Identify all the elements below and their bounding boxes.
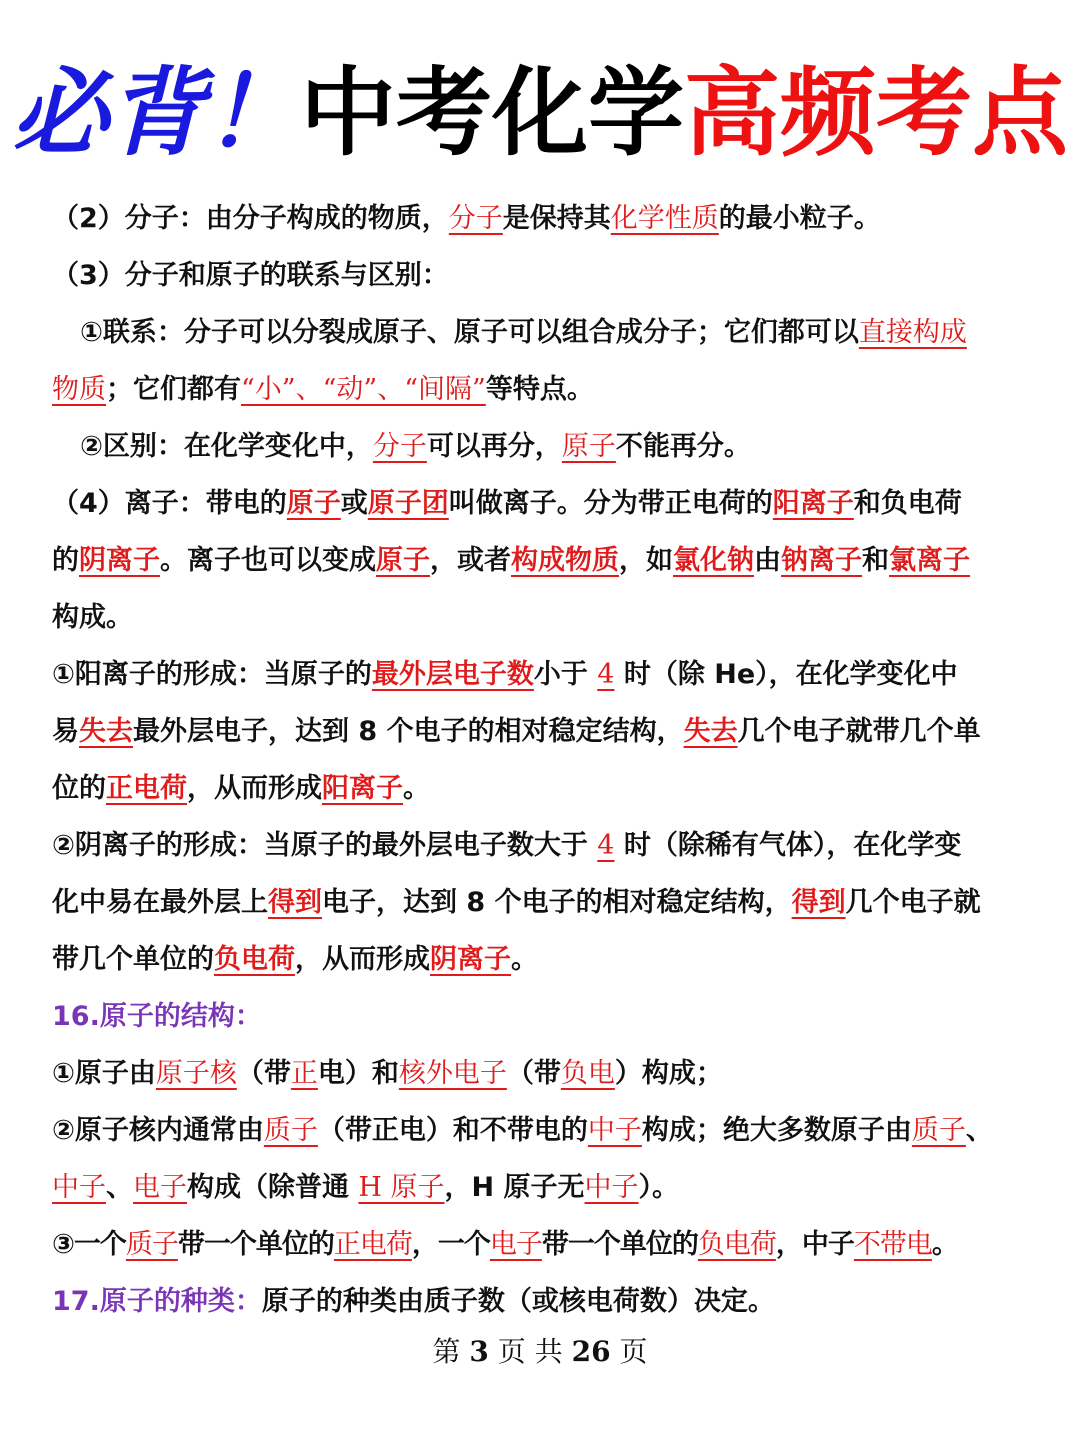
answer: 核外电子 [398, 1058, 507, 1089]
answer: 失去 [683, 716, 738, 747]
answer: 直接构成 [858, 317, 967, 348]
answer: 原子核 [155, 1058, 237, 1089]
line-atom-structure-1: ①原子由原子核（带正电）和核外电子（带负电）构成； [52, 1058, 723, 1089]
answer: 物质 [52, 374, 106, 405]
line-atom-structure-3: ③一个质子带一个单位的正电荷，一个电子带一个单位的负电荷，中子不带电。 [52, 1229, 958, 1260]
answer: 电子 [133, 1172, 187, 1203]
answer: 氯离子 [889, 545, 970, 576]
answer: 电子 [489, 1229, 542, 1260]
line-connection: ①联系：分子可以分裂成原子、原子可以组合成分子；它们都可以直接构成 [80, 317, 967, 348]
page-footer: 第 3 页 共 26 页 [432, 1335, 648, 1368]
answer: 中子 [584, 1172, 639, 1203]
line-anion-formation-2: 化中易在最外层上得到电子，达到 8 个电子的相对稳定结构，得到几个电子就 [52, 887, 981, 918]
answer: 4 [597, 830, 615, 861]
line-ion-def: （4）离子：带电的原子或原子团叫做离子。分为带正电荷的阳离子和负电荷 [52, 488, 962, 519]
page-number: 3 [469, 1335, 489, 1368]
answer: 化学性质 [610, 203, 719, 234]
answer: 原子 [561, 431, 616, 462]
answer: 阴离子 [79, 545, 160, 576]
line-atom-structure-2-cont: 中子、电子构成（除普通 H 原子，H 原子无中子）。 [52, 1172, 680, 1203]
answer: 质子 [911, 1115, 966, 1146]
section-16-heading: 16.原子的结构： [52, 1001, 262, 1032]
answer: 阳离子 [772, 488, 854, 519]
line-atom-kinds: 17.原子的种类：原子的种类由质子数（或核电荷数）决定。 [52, 1286, 775, 1317]
section-17-heading: 17.原子的种类： [52, 1286, 262, 1317]
total-pages: 26 [571, 1335, 611, 1368]
answer: 不带电 [853, 1229, 932, 1260]
answer: 质子 [263, 1115, 318, 1146]
line-cation-formation: ①阳离子的形成：当原子的最外层电子数小于 4 时（除 He），在化学变化中 [52, 659, 958, 690]
answer: 分子 [372, 431, 427, 462]
line-cation-formation-2: 易失去最外层电子，达到 8 个电子的相对稳定结构，失去几个电子就带几个单 [52, 716, 981, 747]
title-must-memorize: 必背！ [12, 57, 300, 169]
answer: H 原子 [358, 1172, 445, 1203]
line-difference: ②区别：在化学变化中，分子可以再分，原子不能再分。 [80, 431, 751, 462]
answer: 原子 [286, 488, 341, 519]
answer: 正电荷 [106, 773, 187, 804]
line-anion-formation: ②阴离子的形成：当原子的最外层电子数大于 4 时（除稀有气体），在化学变 [52, 830, 962, 861]
line-relation-heading: （3）分子和原子的联系与区别： [52, 260, 449, 291]
answer: 得到 [268, 887, 322, 918]
answer: 分子 [448, 203, 503, 234]
answer: 最外层电子数 [371, 659, 534, 690]
line-connection-cont: 物质；它们都有“小”、“动”、“间隔”等特点。 [52, 374, 594, 405]
answer: 负电 [560, 1058, 615, 1089]
answer: 构成物质 [511, 545, 619, 576]
answer: 质子 [125, 1229, 178, 1260]
answer: 中子 [587, 1115, 642, 1146]
line-ion-def-cont: 的阴离子。离子也可以变成原子，或者构成物质，如氯化钠由钠离子和氯离子 [52, 545, 970, 576]
answer: 得到 [791, 887, 846, 918]
line-atom-structure-2: ②原子核内通常由质子（带正电）和不带电的中子构成；绝大多数原子由质子、 [52, 1115, 993, 1146]
answer: 氯化钠 [673, 545, 754, 576]
title-subject: 中考化学 [300, 57, 684, 169]
line-molecule-def: （2）分子：由分子构成的物质，分子是保持其化学性质的最小粒子。 [52, 203, 881, 234]
answer: 4 [597, 659, 615, 690]
title-high-frequency: 高频考点 [684, 57, 1068, 169]
line-ion-def-end: 构成。 [52, 602, 133, 633]
answer: 原子团 [367, 488, 449, 519]
answer: 中子 [52, 1172, 106, 1203]
answer: 正 [290, 1058, 318, 1089]
answer: 负电荷 [214, 944, 295, 975]
answer: 钠离子 [781, 545, 862, 576]
page-title [0, 48, 1080, 178]
answer: 阳离子 [322, 773, 403, 804]
line-anion-formation-3: 带几个单位的负电荷，从而形成阴离子。 [52, 944, 538, 975]
content-body [52, 190, 1032, 1330]
answer: 失去 [79, 716, 133, 747]
line-cation-formation-3: 位的正电荷，从而形成阳离子。 [52, 773, 430, 804]
answer: 原子 [376, 545, 430, 576]
answer: 负电荷 [697, 1229, 776, 1260]
answer: 正电荷 [333, 1229, 412, 1260]
answer: “小”、“动”、“间隔” [241, 374, 486, 405]
answer: 阴离子 [430, 944, 511, 975]
